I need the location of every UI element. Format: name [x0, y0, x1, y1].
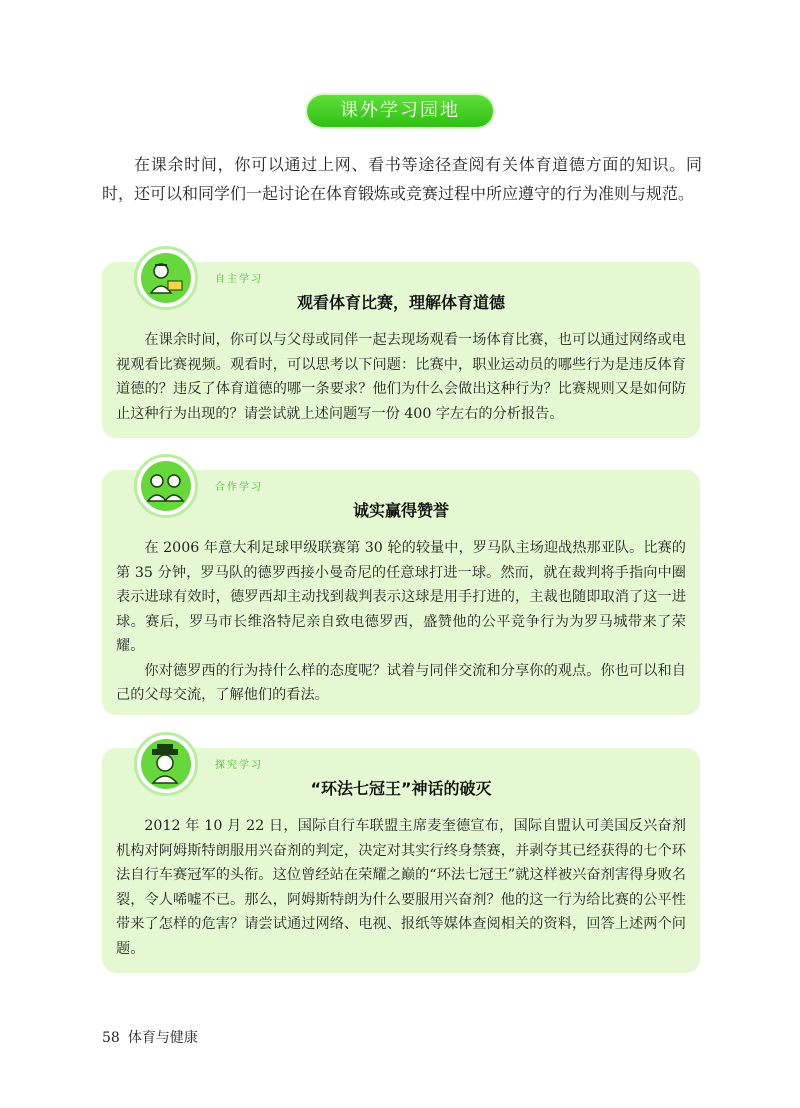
card-body	[116, 814, 686, 961]
card-paragraph: 你对德罗西的行为持什么样的态度呢？试着与同伴交流和分享你的观点。你也可以和自己的父母交流，了解他们的看法。	[116, 662, 686, 703]
card-body	[116, 328, 686, 426]
intro-text	[102, 150, 702, 208]
card-type-label: 自主学习	[215, 274, 263, 285]
study-card-cooperative	[102, 470, 700, 715]
study-card-independent	[102, 262, 700, 438]
card-title: “环法七冠王”神话的破灭	[310, 779, 492, 798]
intro-paragraph: 在课余时间，你可以通过上网、看书等途径查阅有关体育道德方面的知识。同时，还可以和同学们一起讨论在体育锻炼或竞赛过程中所应遵守的行为准则与规范。	[102, 155, 702, 203]
card-paragraph: 在课余时间，你可以与父母或同伴一起去现场观看一场体育比赛，也可以通过网络或电视观看比赛视频。观看时，可以思考以下问题：比赛中，职业运动员的哪些行为是违反体育道德的？违反了体育道德的哪一条要求？他们为什么会做出这种行为？比赛规则又是如何防止这种行为出现的？请尝试就上述问题写一份 400 字左右的分析报告。	[116, 332, 686, 422]
card-type-label: 合作学习	[215, 482, 263, 493]
card-type-label: 探究学习	[215, 760, 263, 771]
page-footer	[102, 1027, 198, 1047]
section-banner: 课外学习园地	[307, 95, 493, 127]
card-title: 诚实赢得赞誉	[352, 501, 449, 520]
card-body	[116, 536, 686, 708]
card-paragraph: 2012 年 10 月 22 日，国际自行车联盟主席麦奎德宣布，国际自盟认可美国反兴奋剂机构对阿姆斯特朗服用兴奋剂的判定，决定对其实行终身禁赛，并剥夺其已经获得的七个环法自行车赛冠军的头衔。这位曾经站在荣耀之巅的“环法七冠王”就这样被兴奋剂害得身败名裂，令人唏嘘不已。那么，阿姆斯特朗为什么要服用兴奋剂？他的这一行为给比赛的公平性带来了怎样的危害？请尝试通过网络、电视、报纸等媒体查阅相关的资料，回答上述两个问题。	[116, 818, 686, 957]
study-card-inquiry	[102, 748, 700, 973]
page-number: 58	[102, 1030, 120, 1046]
book-title: 体育与健康	[127, 1030, 198, 1046]
card-title: 观看体育比赛，理解体育道德	[296, 293, 505, 312]
card-paragraph: 在 2006 年意大利足球甲级联赛第 30 轮的较量中，罗马队主场迎战热那亚队。比赛的第 35 分钟，罗马队的德罗西接小曼奇尼的任意球打进一球。然而，就在裁判将手指向中圈表示进球有效时，德罗西却主动找到裁判表示这球是用手打进的，主裁也随即取消了这一进球。赛后，罗马市长维洛特尼亲自致电德罗西，盛赞他的公平竞争行为为罗马城带来了荣耀。	[116, 540, 686, 654]
